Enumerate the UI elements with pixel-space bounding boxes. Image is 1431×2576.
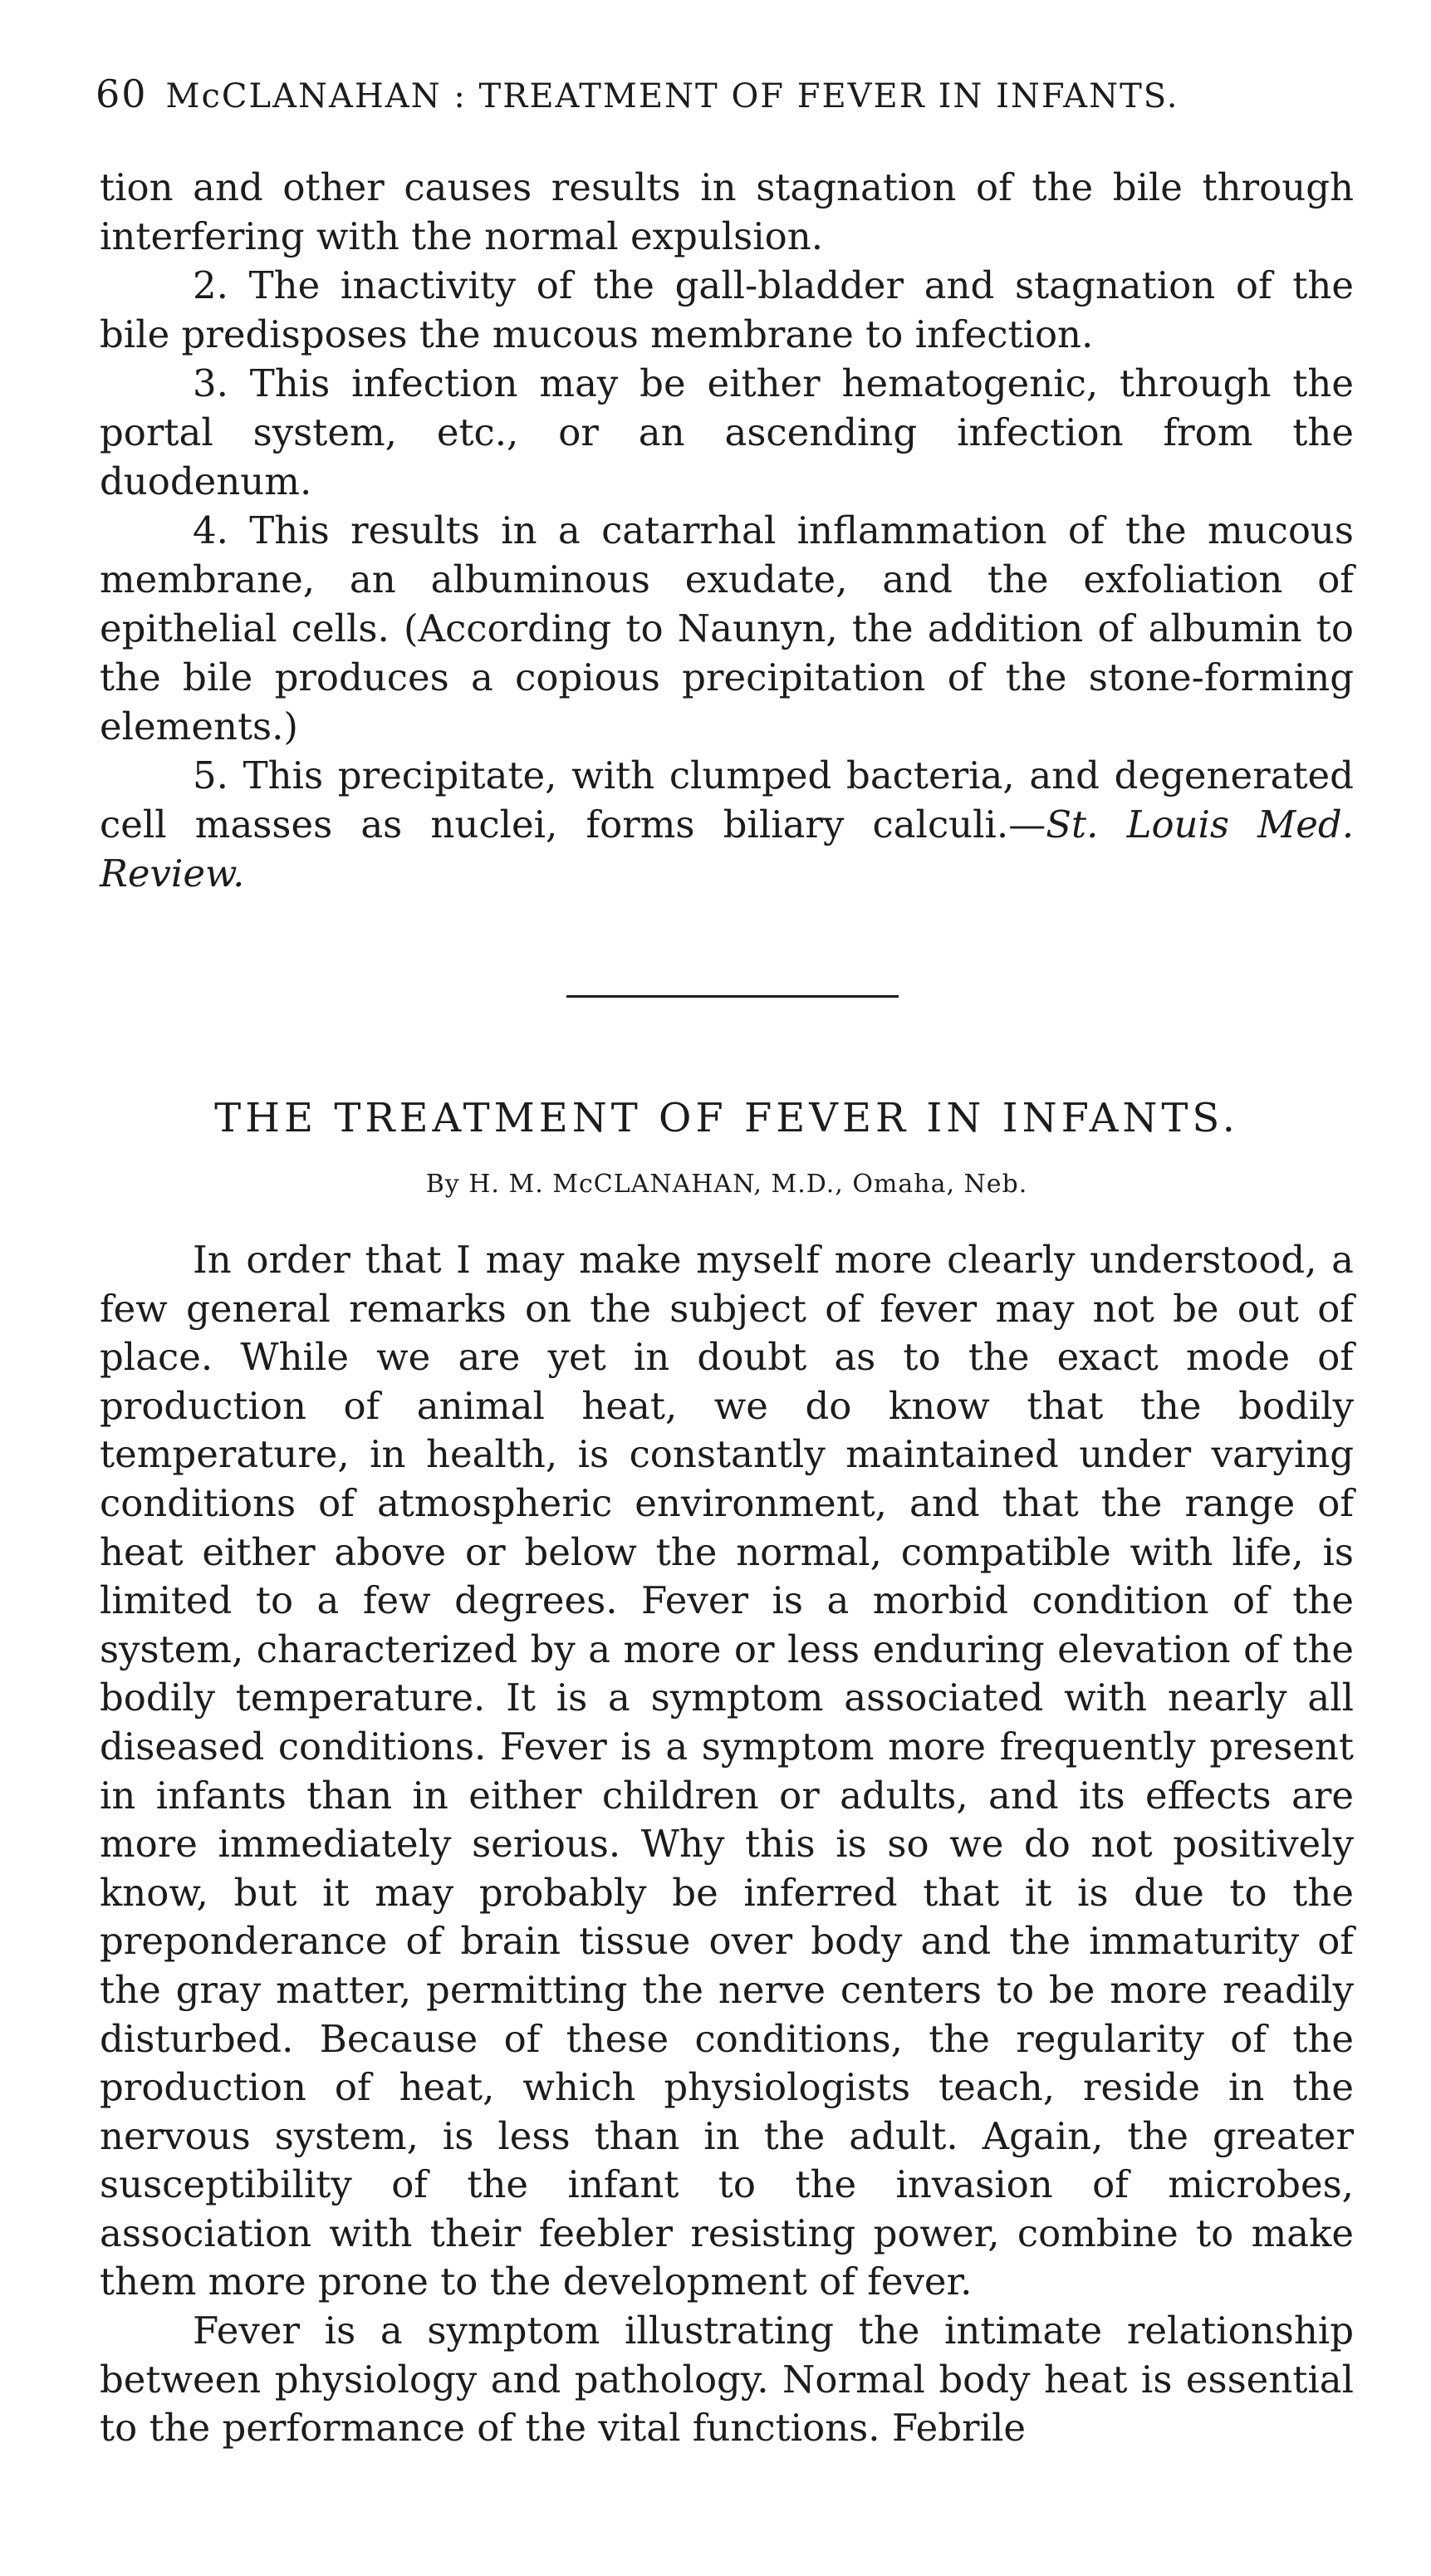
body-paragraph-1: In order that I may make myself more clearly understood, a few general remarks on the subject of fever may not be out of place. While we are yet in doubt as to the exact mode of production of animal heat, we do know that the bodily temperature, in health, is constantly maintained under varying conditions of atmospheric environment, and that the range of heat either above or below the normal, compatible with life, is limited to a few degrees. Fever is a morbid condition of the system, characterized by a more or less enduring elevation of the bodily temperature. It is a symptom associated with nearly all diseased conditions. Fever is a symptom more frequently present in infants than in either children or adults, and its effects are more immediately serious. Why this is so we do not positively know, but it may probably be inferred that it is due to the preponderance of brain tissue over body and the immaturity of the gray matter, permitting the nerve centers to be more readily disturbed. Because of these conditions, the regularity of the production of heat, which physiologists teach, reside in the nervous system, is less than in the adult. Again, the greater susceptibility of the infant to the invasion of microbes, association with their feebler resisting power, combine to make them more prone to the development of fever.	[100, 1238, 1354, 2304]
article-title: THE TREATMENT OF FEVER IN INFANTS.	[214, 1095, 1239, 1141]
numbered-point-5-text: 5. This precipitate, with clumped bacteria, and degenerated cell masses as nuclei, forms biliary calculi.—	[100, 753, 1354, 846]
lead-in-paragraph: tion and other causes results in stagnation of the bile through interfering with the normal expulsion.	[100, 165, 1354, 258]
section-divider	[566, 995, 899, 998]
numbered-point-5	[100, 751, 1354, 898]
numbered-point-3: 3. This infection may be either hematogenic, through the portal system, etc., or an ascending infection from the duodenum.	[100, 361, 1354, 503]
citation: St. Louis Med. Review.	[100, 802, 1354, 895]
numbered-point-4: 4. This results in a catarrhal inflammation of the mucous membrane, an albuminous exudate, and the exfoliation of epithelial cells. (According to Naunyn, the addition of albumin to the bile produces a copious precipitation of the stone-forming elements.)	[100, 508, 1354, 748]
body-paragraph-2: Fever is a symptom illustrating the intimate relationship between physiology and pathology. Normal body heat is essential to the performance of the vital functions. Febrile	[100, 2309, 1354, 2451]
numbered-point-2: 2. The inactivity of the gall-bladder and stagnation of the bile predisposes the mucous membrane to infection.	[100, 263, 1354, 356]
previous-article-end	[100, 163, 1354, 898]
running-head	[96, 71, 1350, 116]
article-body	[100, 1236, 1354, 2453]
page-number: 60	[96, 71, 148, 116]
running-title: McCLANAHAN : TREATMENT OF FEVER IN INFANTS.	[165, 77, 1179, 115]
article-byline: By H. M. McCLANAHAN, M.D., Omaha, Neb.	[425, 1170, 1028, 1199]
